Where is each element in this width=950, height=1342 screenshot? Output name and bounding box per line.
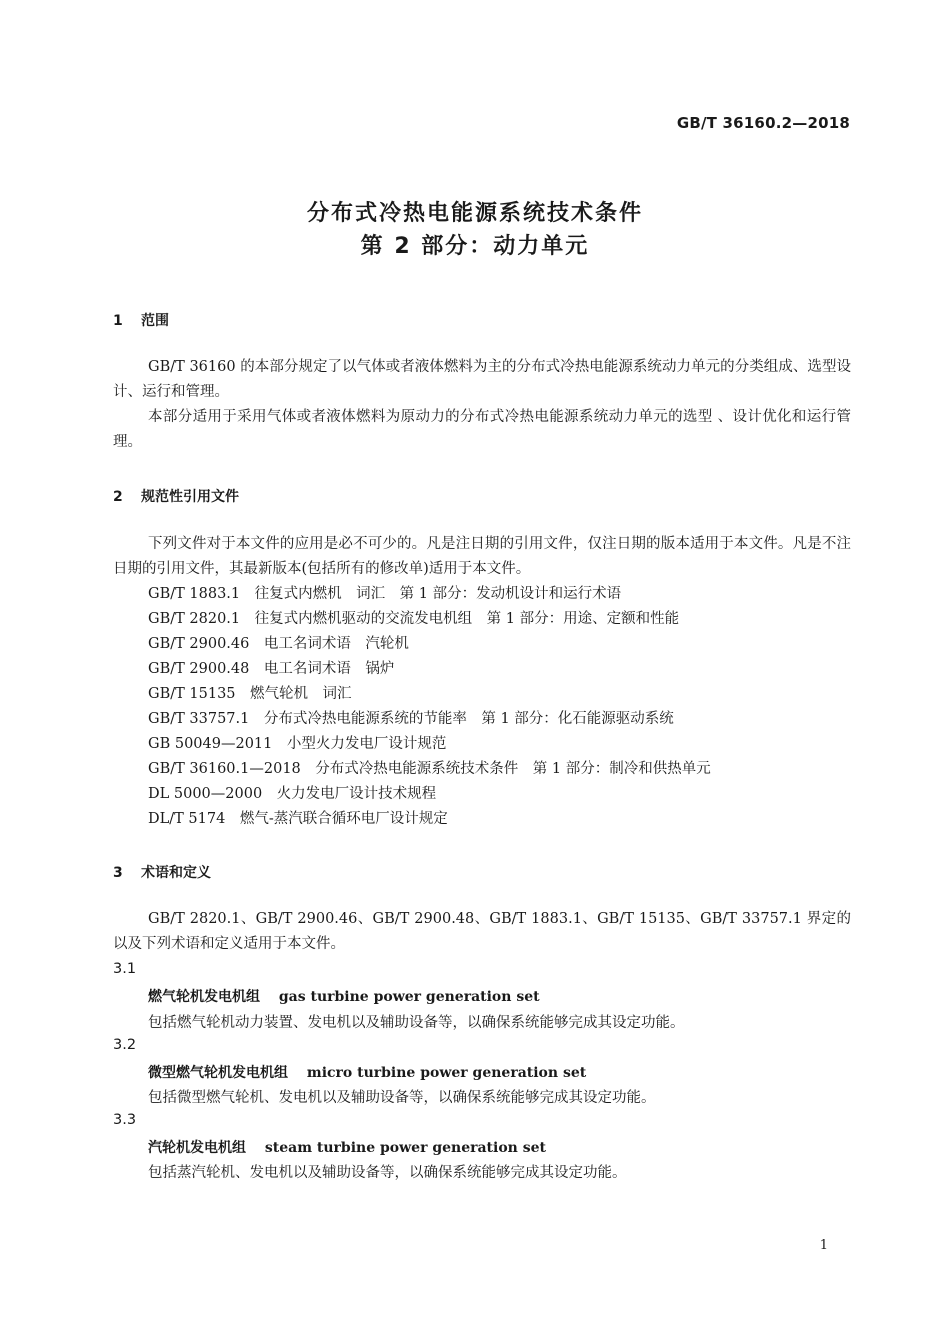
reference-item: GB/T 36160.1—2018 分布式冷热电能源系统技术条件 第 1 部分：制冷和供热单元 [148, 761, 711, 777]
section-heading-terms [113, 862, 211, 882]
paragraph: 本部分适用于采用气体或者液体燃料为原动力的分布式冷热电能源系统动力单元的选型 、设计优化和运行管理。 [113, 409, 851, 450]
document-code: GB/T 36160.2—2018 [676, 114, 850, 132]
reference-item: GB/T 15135 燃气轮机 词汇 [148, 686, 352, 702]
section-number: 3 [113, 865, 123, 881]
reference-item: GB 50049—2011 小型火力发电厂设计规范 [148, 736, 447, 752]
term-title [148, 1137, 546, 1157]
reference-item: GB/T 33757.1 分布式冷热电能源系统的节能率 第 1 部分：化石能源驱动系统 [148, 711, 674, 727]
section-title: 术语和定义 [141, 865, 211, 881]
term-en: micro turbine power generation set [306, 1065, 587, 1081]
paragraph: GB/T 36160 的本部分规定了以气体或者液体燃料为主的分布式冷热电能源系统动力单元的分类组成、选型设计、运行和管理。 [113, 359, 851, 400]
reference-item: DL 5000—2000 火力发电厂设计技术规程 [148, 786, 437, 802]
reference-item: GB/T 2820.1 往复式内燃机驱动的交流发电机组 第 1 部分：用途、定额和性能 [148, 611, 680, 627]
document-title: 分布式冷热电能源系统技术条件 [306, 201, 643, 226]
term-number: 3.3 [113, 1112, 137, 1128]
term-title [148, 1062, 586, 1082]
term-cn: 汽轮机发电机组 [148, 1140, 246, 1156]
paragraph: 下列文件对于本文件的应用是必不可少的。凡是注日期的引用文件，仅注日期的版本适用于本文件。凡是不注日期的引用文件，其最新版本(包括所有的修改单)适用于本文件。 [113, 536, 851, 577]
term-definition: 包括微型燃气轮机、发电机以及辅助设备等，以确保系统能够完成其设定功能。 [148, 1090, 656, 1106]
section-number: 2 [113, 489, 123, 505]
document-subtitle: 第 2 部分：动力单元 [360, 234, 590, 259]
section-heading-references [113, 486, 239, 506]
term-definition: 包括蒸汽轮机、发电机以及辅助设备等，以确保系统能够完成其设定功能。 [148, 1165, 627, 1181]
page-number: 1 [819, 1238, 828, 1253]
term-number: 3.1 [113, 961, 137, 977]
reference-item: GB/T 1883.1 往复式内燃机 词汇 第 1 部分：发动机设计和运行术语 [148, 586, 622, 602]
reference-item: GB/T 2900.46 电工名词术语 汽轮机 [148, 636, 409, 652]
section-title: 规范性引用文件 [141, 489, 239, 505]
section-title: 范围 [141, 313, 169, 329]
section-heading-scope [113, 310, 169, 330]
paragraph: GB/T 2820.1、GB/T 2900.46、GB/T 2900.48、GB/T 1883.1、GB/T 15135、GB/T 33757.1 界定的以及下列术语和定义适用于本文件。 [113, 911, 851, 952]
reference-item: DL/T 5174 燃气-蒸汽联合循环电厂设计规定 [148, 811, 448, 827]
term-cn: 微型燃气轮机发电机组 [148, 1065, 288, 1081]
term-en: gas turbine power generation set [278, 989, 540, 1005]
term-number: 3.2 [113, 1037, 137, 1053]
reference-item: GB/T 2900.48 电工名词术语 锅炉 [148, 661, 395, 677]
term-cn: 燃气轮机发电机组 [148, 989, 260, 1005]
term-definition: 包括燃气轮机动力装置、发电机以及辅助设备等，以确保系统能够完成其设定功能。 [148, 1015, 685, 1031]
term-title [148, 986, 540, 1006]
section-number: 1 [113, 313, 123, 329]
term-en: steam turbine power generation set [264, 1140, 546, 1156]
